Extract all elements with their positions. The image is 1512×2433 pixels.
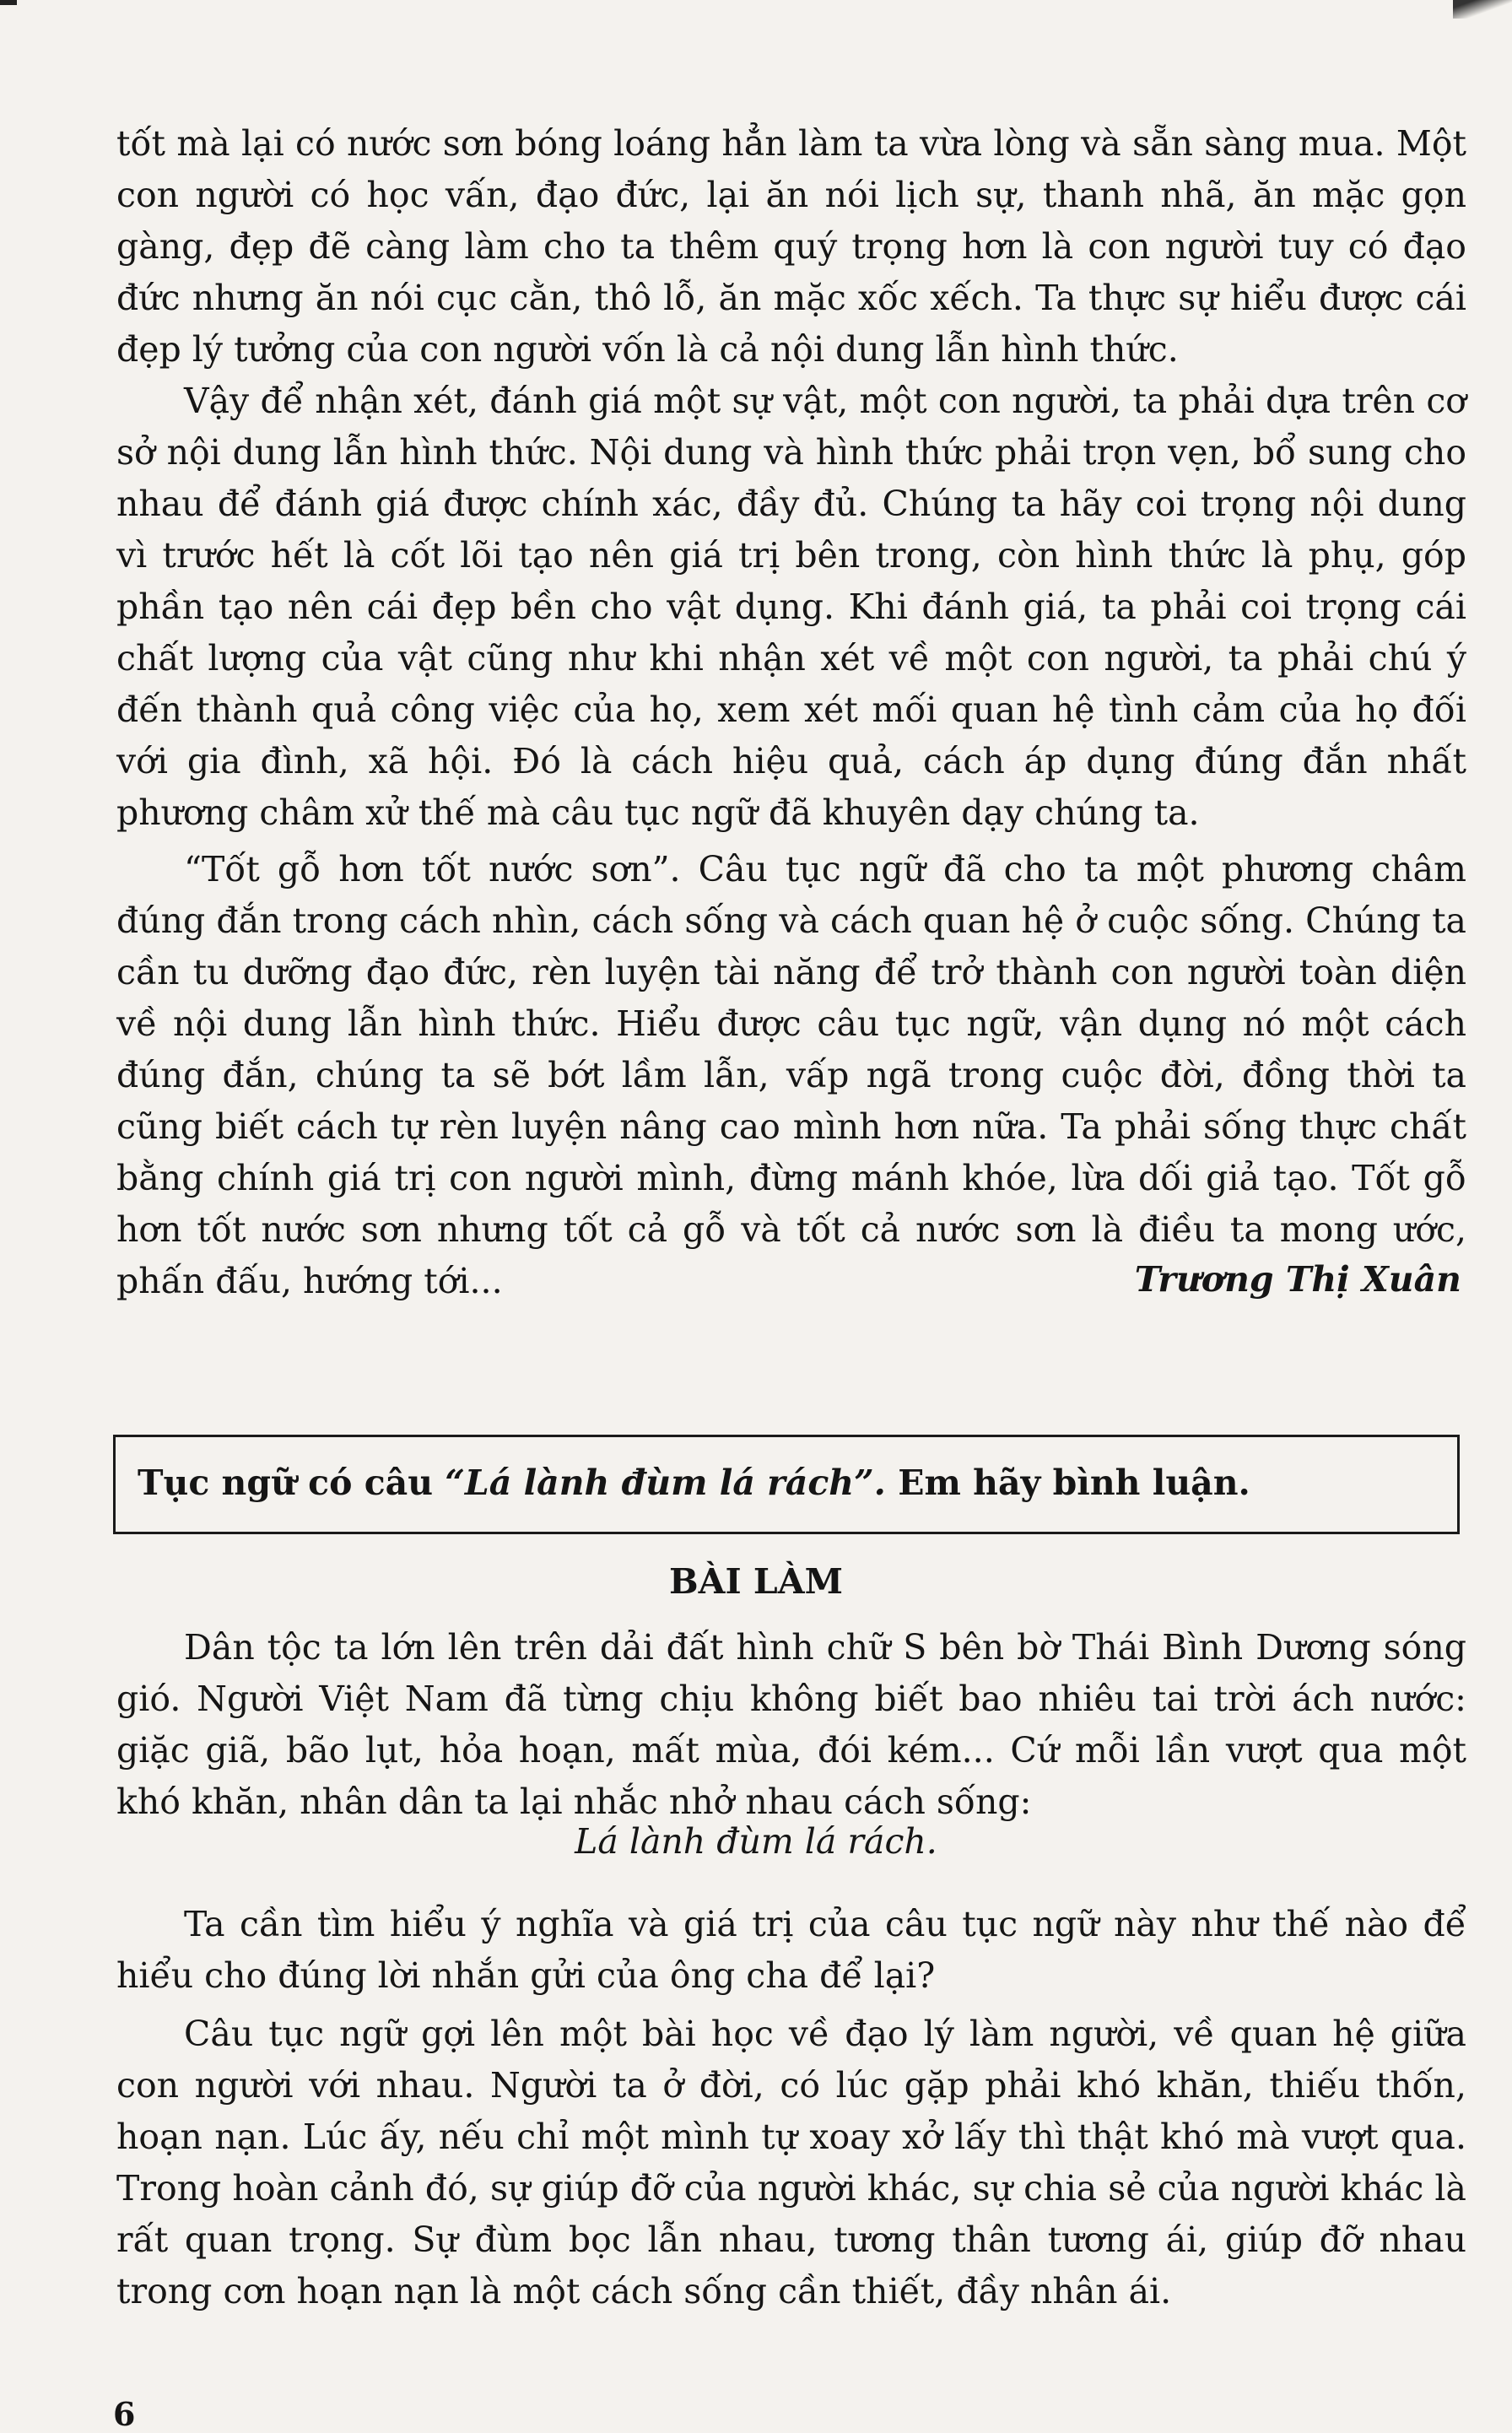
assignment-box <box>113 1435 1460 1534</box>
assignment-suffix: Em hãy bình luận. <box>885 1463 1250 1503</box>
paragraph: tốt mà lại có nước sơn bóng loáng hẳn làm ta vừa lòng và sẵn sàng mua. Một con người có học vấn, đạo đức, lại ăn nói lịch sự, thanh nhã, ăn mặc gọn gàng, đẹp đẽ càng làm cho ta thêm quý trọng hơn là con người tuy có đạo đức nhưng ăn nói cục cằn, thô lỗ, ăn mặc xốc xếch. Ta thực sự hiểu được cái đẹp lý tưởng của con người vốn là cả nội dung lẫn hình thức. <box>116 123 1466 370</box>
page-number: 6 <box>113 2395 136 2433</box>
paragraph: Vậy để nhận xét, đánh giá một sự vật, một con người, ta phải dựa trên cơ sở nội dung lẫn hình thức. Nội dung và hình thức phải trọn vẹn, bổ sung cho nhau để đánh giá được chính xác, đầy đủ. Chúng ta hãy coi trọng nội dung vì trước hết là cốt lõi tạo nên giá trị bên trong, còn hình thức là phụ, góp phần tạo nên cái đẹp bền cho vật dụng. Khi đánh giá, ta phải coi trọng cái chất lượng của vật cũng như khi nhận xét về một con người, ta phải chú ý đến thành quả công việc của họ, xem xét mối quan hệ tình cảm của họ đối với gia đình, xã hội. Đó là cách hiệu quả, cách áp dụng đúng đắn nhất phương châm xử thế mà câu tục ngữ đã khuyên dạy chúng ta. <box>116 381 1466 833</box>
assignment-prefix: Tục ngữ có câu <box>138 1463 446 1503</box>
proverb-quote: Lá lành đùm lá rách. <box>575 1821 937 1862</box>
scan-mark <box>1453 0 1512 19</box>
section-heading: BÀI LÀM <box>669 1561 843 1602</box>
paragraph: Dân tộc ta lớn lên trên dải đất hình chữ S bên bờ Thái Bình Dương sóng gió. Người Việt Nam đã từng chịu không biết bao nhiêu tai trời ách nước: giặc giã, bão lụt, hỏa hoạn, mất mùa, đói kém... Cứ mỗi lần vượt qua một khó khăn, nhân dân ta lại nhắc nhở nhau cách sống: <box>116 1627 1466 1822</box>
paragraph: “Tốt gỗ hơn tốt nước sơn”. Câu tục ngữ đã cho ta một phương châm đúng đắn trong cách nhìn, cách sống và cách quan hệ ở cuộc sống. Chúng ta cần tu dưỡng đạo đức, rèn luyện tài năng để trở thành con người toàn diện về nội dung lẫn hình thức. Hiểu được câu tục ngữ, vận dụng nó một cách đúng đắn, chúng ta sẽ bớt lầm lẫn, vấp ngã trong cuộc đời, đồng thời ta cũng biết cách tự rèn luyện nâng cao mình hơn nữa. Ta phải sống thực chất bằng chính giá trị con người mình, đừng mánh khóe, lừa dối giả tạo. Tốt gỗ hơn tốt nước sơn nhưng tốt cả gỗ và tốt cả nước sơn là điều ta mong ước, phấn đấu, hướng tới... <box>116 849 1466 1301</box>
scan-mark <box>0 0 17 5</box>
assignment-prompt <box>138 1463 1250 1503</box>
paragraph: Câu tục ngữ gợi lên một bài học về đạo lý làm người, về quan hệ giữa con người với nhau. Người ta ở đời, có lúc gặp phải khó khăn, thiếu thốn, hoạn nạn. Lúc ấy, nếu chỉ một mình tự xoay xở lấy thì thật khó mà vượt qua. Trong hoàn cảnh đó, sự giúp đỡ của người khác, sự chia sẻ của người khác là rất quan trọng. Sự đùm bọc lẫn nhau, tương thân tương ái, giúp đỡ nhau trong cơn hoạn nạn là một cách sống cần thiết, đầy nhân ái. <box>116 2014 1466 2311</box>
author-signature: Trương Thị Xuân <box>1134 1259 1461 1300</box>
paragraph: Ta cần tìm hiểu ý nghĩa và giá trị của câu tục ngữ này như thế nào để hiểu cho đúng lời nhắn gửi của ông cha để lại? <box>116 1904 1466 1996</box>
assignment-proverb: “Lá lành đùm lá rách”. <box>445 1463 886 1503</box>
